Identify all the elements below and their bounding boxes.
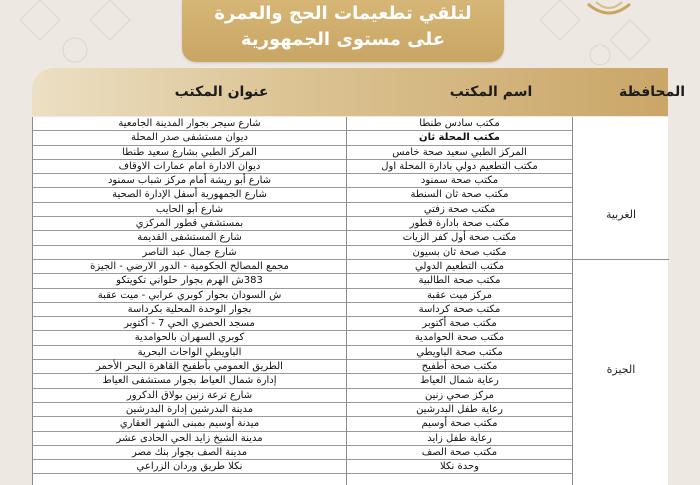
office-address-cell: شارع ترعة زنين بولاق الدكرور [33,389,346,403]
office-address-cell: شارع الجمهورية أسفل الإدارة الصحية [33,188,346,202]
office-address-column [32,117,346,485]
governorate-cell: الجيزة [606,363,636,376]
office-name-cell: مكتب صحة أوسيم [347,417,572,431]
office-name-cell: مكتب صحة كرداسة [347,303,572,317]
office-name-cell: مكتب صحة الطالبية [347,274,572,288]
office-address-cell: بمستشفي قطور المركزي [33,217,346,231]
office-name-cell: مكتب صحة الباويطي [347,346,572,360]
office-name-cell: مكتب صحة أطفيح [347,360,572,374]
office-address-cell: مسجد الحصري الحي 7 - أكتوبر [33,317,346,331]
office-address-cell: شارع سيجر بجوار المدينة الجامعية [33,117,346,131]
office-name-cell: مكتب صحة ثان بسيون [347,246,572,260]
office-address-cell: بجوار الوحدة المحلية بكرداسة [33,303,346,317]
office-name-cell: رعاية طفل زايد [347,432,572,446]
office-name-cell: مكتب صحة أكتوبر [347,317,572,331]
column-header-governorate: المحافظة [618,84,686,100]
office-name-cell: مكتب صحة ثان السنطة [347,188,572,202]
office-address-cell: ميدنة أوسيم بمبنى الشهر العقاري [33,417,346,431]
office-address-cell: ديوان مستشفى صدر المحلة [33,131,346,145]
office-name-cell: مركز ميت عقبة [347,289,572,303]
office-name-cell: مكتب صحة زفتي [347,203,572,217]
office-name-cell: مكتب التطعيم الدولي [347,260,572,274]
office-name-cell: مكتب صحة سمنود [347,174,572,188]
office-name-cell: وحدة نكلا [347,460,572,474]
office-name-cell: رعاية شمال العياط [347,374,572,388]
title-banner [182,0,504,62]
office-address-cell: مدينة البدرشين إدارة البدرشين [33,403,346,417]
table-header [32,68,686,116]
offices-table [32,117,668,485]
office-address-cell: شارع المستشفى القديمة [33,231,346,245]
office-address-cell: الباويطي الواحات البحرية [33,346,346,360]
office-address-cell: مدينة الشيخ زايد الحي الحادى عشر [33,432,346,446]
office-address-cell: 383ش الهرم بجوار حلواني تكويتكو [33,274,346,288]
column-header-office-address: عنوان المكتب [174,84,269,100]
page-title: لتلقي تطعيمات الحج والعمرة [214,3,472,24]
office-name-cell: مكتب صحة الحوامدية [347,331,572,345]
office-name-cell: مركز صحي زنين [347,389,572,403]
office-address-cell: شارع أبو الحايب [33,203,346,217]
office-name-cell: المركز الطبي سعيد صحة خامس [347,146,572,160]
office-address-cell: ديوان الادارة امام عمارات الاوقاف [33,160,346,174]
governorate-cell: الغربية [605,208,637,221]
office-address-cell: كوبري السهران بالحوامدية [33,331,346,345]
office-name-cell: مكتب التطعيم دولي بادارة المحلة اول [347,160,572,174]
office-name-cell: مكتب صحة أول كفر الزيات [347,231,572,245]
office-address-cell: الطريق العمومي بأطفيح القاهرة البحر الأحمر [33,360,346,374]
governorate-column [572,117,669,485]
office-name-cell: مكتب صحة بادارة قطور [347,217,572,231]
office-address-cell: مدينة الصف بجوار بنك مصر [33,446,346,460]
office-address-cell: مجمع المصالح الحكومية - الدور الارضي - الجيزة [33,260,346,274]
office-name-cell: مكتب صحة الصف [347,446,572,460]
office-name-cell: مكتب سادس طنطا [347,117,572,131]
logo-icon [584,0,634,22]
office-name-cell: رعاية طفل البدرشين [347,403,572,417]
office-address-cell: المركز الطبي بشارع سعيد طنطا [33,146,346,160]
office-address-cell: إدارة شمال العياط بجوار مستشفى العياط [33,374,346,388]
group-divider [573,259,669,260]
office-name-cell: مكتب المحلة ثان [347,131,572,145]
column-header-office-name: اسم المكتب [449,84,533,100]
page-subtitle: على مستوى الجمهورية [240,29,446,50]
office-address-cell: نكلا طريق وردان الزراعي [33,460,346,474]
office-name-column [346,117,572,485]
office-address-cell: شارع أبو ريشة أمام مركز شباب سمنود [33,174,346,188]
office-address-cell: شارع جمال عبد الناصر [33,246,346,260]
office-address-cell: ش السودان بجوار كوبري عرابي - ميت عقبة [33,289,346,303]
